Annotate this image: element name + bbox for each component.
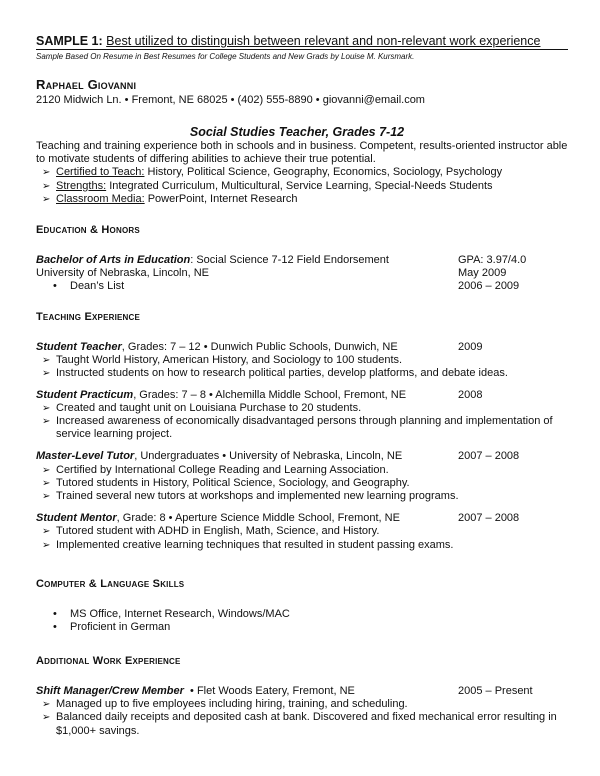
highlight-item xyxy=(36,166,568,179)
job-title: Student Teacher xyxy=(36,341,122,353)
job-title: Shift Manager/Crew Member xyxy=(36,685,184,697)
teaching-section xyxy=(36,311,568,552)
job-bullet: ➢ Managed up to five employees including hiring, training, and scheduling. xyxy=(42,698,408,711)
sample-description: Best utilized to distinguish between relevant and non-relevant work experience xyxy=(106,34,541,48)
honor-dates: 2006 – 2009 xyxy=(458,280,520,293)
resume-page xyxy=(36,34,568,737)
gpa: GPA: 3.97/4.0 xyxy=(458,254,527,266)
bullet-icon: • xyxy=(53,608,57,620)
job-dates: 2007 – 2008 xyxy=(458,512,520,525)
job-detail: , Grades: 7 – 12 • Dunwich Public Schools, Dunwich, NE xyxy=(121,341,398,353)
school-name: University of Nebraska, Lincoln, NE xyxy=(36,267,210,280)
education-honor-row xyxy=(36,280,568,293)
job-detail: , Grade: 8 • Aperture Science Middle School, Fremont, NE xyxy=(116,512,400,525)
job-dates: 2009 xyxy=(458,341,483,353)
section-heading-teaching: Teaching Experience xyxy=(36,311,141,323)
job-entry xyxy=(36,341,568,381)
arrow-bullet-icon: ➢ xyxy=(42,167,51,179)
arrow-bullet-icon: ➢ xyxy=(42,712,51,724)
education-degree-row xyxy=(36,254,568,267)
job-detail: • Flet Woods Eatery, Fremont, NE xyxy=(183,685,355,697)
job-entry xyxy=(36,389,568,442)
job-bullet: ➢ Taught World History, American History, and Sociology to 100 students. xyxy=(42,354,403,367)
job-dates: 2008 xyxy=(458,388,483,401)
arrow-bullet-icon: ➢ xyxy=(42,355,51,367)
honor-name: Dean’s List xyxy=(70,280,125,293)
arrow-bullet-icon: ➢ xyxy=(42,402,51,414)
job-entry xyxy=(36,450,568,503)
job-bullet: ➢ Certified by International College Reading and Learning Association. xyxy=(42,463,389,476)
summary-paragraph xyxy=(36,140,568,166)
sample-label: SAMPLE 1: xyxy=(36,34,103,48)
highlight-list xyxy=(36,166,568,206)
skill-item: • MS Office, Internet Research, Windows/MAC xyxy=(53,608,290,620)
job-bullet: ➢ Trained several new tutors at workshops and implemented new learning programs. xyxy=(42,490,459,503)
education-school-row xyxy=(36,267,568,280)
job-bullet: ➢ Implemented creative learning techniques that resulted in student passing exams. xyxy=(42,538,454,551)
job-bullet: ➢ Increased awareness of economically disadvantaged persons through planning and implementation of service learning project. xyxy=(42,415,553,441)
job-entry xyxy=(36,512,568,552)
arrow-bullet-icon: ➢ xyxy=(42,416,51,428)
arrow-bullet-icon: ➢ xyxy=(42,699,51,711)
skills-section xyxy=(36,578,568,634)
arrow-bullet-icon: ➢ xyxy=(42,477,51,489)
job-title: Student Mentor xyxy=(36,512,117,525)
highlight-label: Strengths: xyxy=(56,179,107,192)
degree-detail: : Social Science 7-12 Field Endorsement xyxy=(190,254,389,266)
arrow-bullet-icon: ➢ xyxy=(42,193,51,205)
highlight-text: Integrated Curriculum, Multicultural, Service Learning, Special-Needs Students xyxy=(106,179,493,192)
candidate-name: Raphael Giovanni xyxy=(36,77,137,92)
objective-title: Social Studies Teacher, Grades 7-12 xyxy=(189,125,405,139)
job-dates: 2007 – 2008 xyxy=(458,450,520,463)
job-title: Master-Level Tutor xyxy=(36,450,135,463)
bullet-icon: • xyxy=(53,621,57,634)
highlight-label: Certified to Teach: xyxy=(56,166,145,179)
job-title: Student Practicum xyxy=(36,388,134,401)
highlight-item xyxy=(36,180,568,193)
job-bullet: ➢ Balanced daily receipts and deposited cash at bank. Discovered and fixed mechanical error resulting in $1,000+ savings. xyxy=(42,711,557,737)
graduation-date: May 2009 xyxy=(458,267,507,280)
job-bullet: ➢ Tutored students in History, Political Science, Sociology, and Geography. xyxy=(42,476,410,489)
job-dates: 2005 – Present xyxy=(458,685,533,697)
arrow-bullet-icon: ➢ xyxy=(42,526,51,538)
job-bullet: ➢ Tutored student with ADHD in English, Math, Science, and History. xyxy=(42,525,380,538)
arrow-bullet-icon: ➢ xyxy=(42,464,51,476)
job-detail: , Grades: 7 – 8 • Alchemilla Middle School, Fremont, NE xyxy=(133,388,407,401)
job-bullet: ➢ Created and taught unit on Louisiana Purchase to 20 students. xyxy=(42,401,362,414)
contact-line: 2120 Midwich Ln. • Fremont, NE 68025 • (402) 555-8890 • giovanni@email.com xyxy=(36,94,425,106)
arrow-bullet-icon: ➢ xyxy=(42,368,51,380)
job-detail: , Undergraduates • University of Nebraska, Lincoln, NE xyxy=(134,450,403,463)
section-heading-skills: Computer & Language Skills xyxy=(36,578,185,590)
summary-line: Teaching and training experience both in schools and in business. Competent, results-oriented instructor able xyxy=(36,140,568,152)
arrow-bullet-icon: ➢ xyxy=(42,539,51,551)
highlight-text: PowerPoint, Internet Research xyxy=(144,192,298,205)
highlight-item xyxy=(36,193,568,206)
degree-title: Bachelor of Arts in Education xyxy=(36,254,191,266)
education-section xyxy=(36,224,568,294)
job-bullet: ➢ Instructed students on how to research political parties, develop platforms, and debate ideas. xyxy=(42,367,508,380)
arrow-bullet-icon: ➢ xyxy=(42,491,51,503)
sample-header xyxy=(36,34,568,50)
arrow-bullet-icon: ➢ xyxy=(42,180,51,192)
summary-line: to motivate students of differing abilities to achieve their true potential. xyxy=(36,153,376,166)
skill-item: • Proficient in German xyxy=(53,621,171,634)
highlight-text: History, Political Science, Geography, Economics, Sociology, Psychology xyxy=(144,166,503,179)
work-section xyxy=(36,655,568,738)
section-heading-work: Additional Work Experience xyxy=(36,655,181,667)
highlight-label: Classroom Media: xyxy=(56,192,145,205)
source-note: Sample Based On Resume in Best Resumes for College Students and New Grads by Louise M. Kursmark. xyxy=(36,52,415,61)
bullet-icon: • xyxy=(53,280,57,293)
section-heading-education: Education & Honors xyxy=(36,224,140,236)
